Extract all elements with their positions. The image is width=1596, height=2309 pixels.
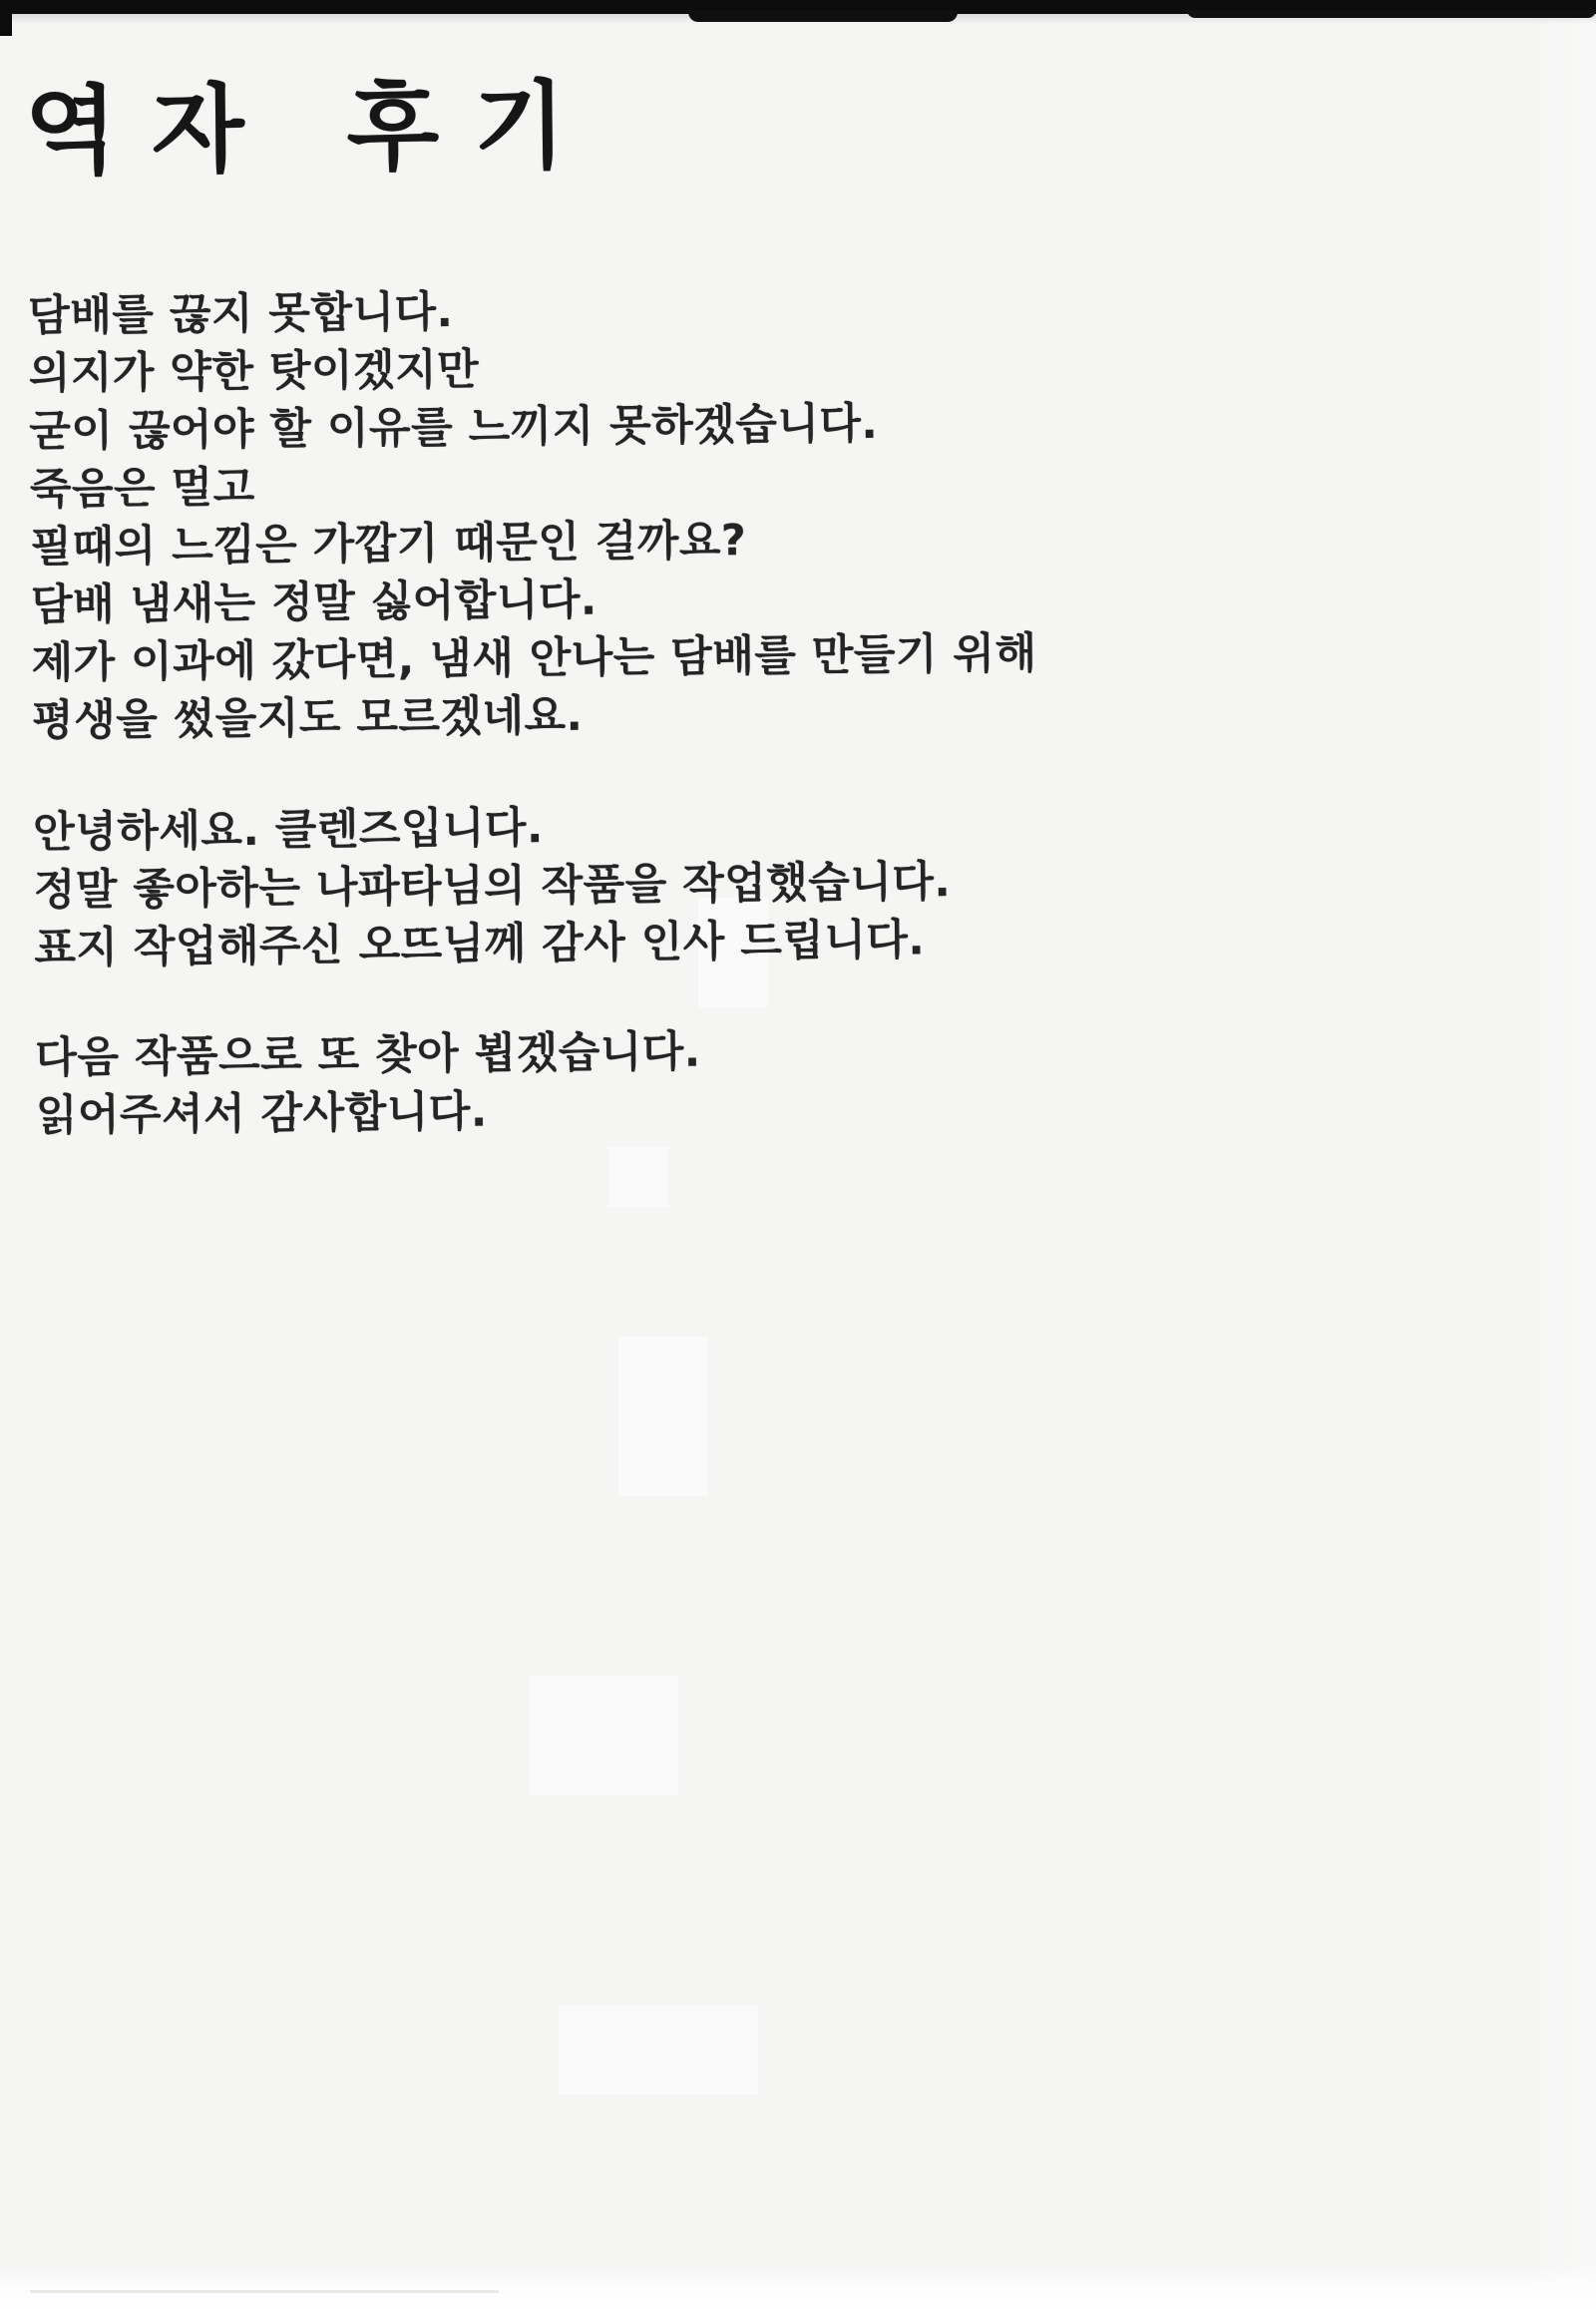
bleed-through-artifact [529,1676,678,1795]
text-line: 다음 작품으로 또 찾아 뵙겠습니다. [35,1026,701,1083]
text-line: 담배 냄새는 정말 싫어합니다. [30,575,598,630]
text-line: 평생을 썼을지도 모르겠네요. [31,690,584,746]
afterword-text-block [28,277,1041,1145]
bleed-through-artifact [608,1147,668,1207]
text-line: 의지가 약한 탓이겠지만 [28,344,480,399]
page-title: 역자 후기 [24,69,601,188]
scan-bottom-crease [30,2290,499,2293]
paragraph-closing [35,1019,1041,1145]
text-line: 죽음은 멀고 [29,462,255,515]
text-line: 담배를 끊지 못합니다. [28,286,454,341]
paragraph-greeting [33,794,1040,977]
text-line: 정말 좋아하는 나파타님의 작품을 작업했습니다. [33,857,952,916]
bleed-through-artifact [618,1337,708,1496]
scan-edge-shadow [0,14,1596,24]
text-line: 표지 작업해주신 오뜨님께 감사 인사 드립니다. [34,915,926,973]
scan-bottom-fade [0,2263,1596,2309]
text-line: 굳이 끊어야 할 이유를 느끼지 못하겠습니다. [29,398,879,457]
text-line: 읽어주셔서 감사합니다. [35,1086,488,1141]
text-line: 필때의 느낌은 가깝기 때문인 걸까요? [30,516,747,573]
bleed-through-artifact [559,2005,758,2095]
text-line: 제가 이과에 갔다면, 냄새 안나는 담배를 만들기 위해 [31,628,1037,688]
text-line: 안녕하세요. 클렌즈입니다. [33,803,545,858]
paragraph-smoking [28,277,1037,750]
